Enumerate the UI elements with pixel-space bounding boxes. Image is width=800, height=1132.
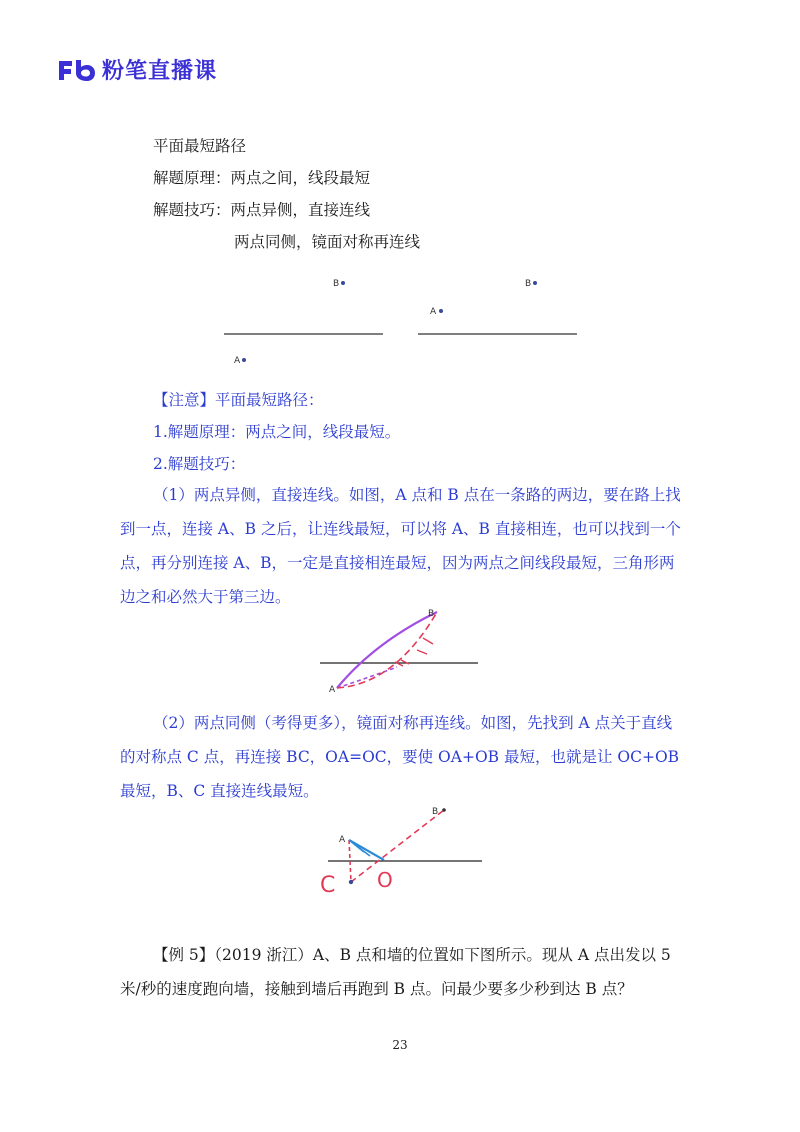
diagram3-point-b — [442, 808, 446, 812]
example-5: 【例 5】（2019 浙江）A、B 点和墙的位置如下图所示。现从 A 点出发以 5 米/秒的速度跑向墙，接触到墙后再跑到 B 点。问最少要多少秒到达 B 点？ — [120, 946, 671, 998]
diagram1-point-b-left — [341, 281, 345, 285]
note-paragraph-1: （1）两点异侧，直接连线。如图，A 点和 B 点在一条路的两边，要在路上找到一点，连接 A、B 之后，让连线最短，可以将 A、B 直接相连，也可以找到一个点，再分别连接 A、B，一定是直接相连最短，因为两点之间线段最短，三角形两边之和必然大于第三边。 — [120, 486, 681, 606]
principle-line: 解题原理：两点之间，线段最短 — [153, 169, 371, 187]
diagram2-label-b: B — [428, 609, 435, 619]
diagram2-label-a: A — [329, 685, 336, 695]
diagram2-direct-path — [337, 612, 437, 688]
diagram-opposite-sides — [315, 602, 485, 697]
diagram3-blue-strokes — [349, 840, 370, 856]
diagram3-label-a: A — [339, 835, 346, 845]
section-title: 平面最短路径 — [153, 137, 247, 155]
diagram3-line-cb — [351, 810, 444, 882]
note-paragraph-2: （2）两点同侧（考得更多），镜面对称再连线。如图，先找到 A 点关于直线的对称点 C 点，再连接 BC，OA=OC，要使 OA+OB 最短，也就是让 OC+OB 最短，B、C 直接连线最短。 — [120, 714, 680, 800]
diagram2-tick-marks — [395, 638, 433, 666]
diagram3-line-ao — [349, 840, 384, 860]
diagram3-point-c — [349, 880, 353, 884]
diagram3-label-o: O — [377, 868, 393, 892]
note-item-1: 1.解题原理：两点之间，线段最短。 — [153, 423, 401, 441]
fenbi-logo-icon — [56, 58, 96, 82]
diagram1-point-a-left — [242, 358, 246, 362]
diagram3-label-c: C — [320, 873, 336, 895]
note-heading: 【注意】平面最短路径： — [153, 391, 324, 409]
note-item-2: 2.解题技巧： — [153, 455, 246, 473]
page-number: 23 — [392, 1038, 408, 1052]
brand-logo — [56, 54, 217, 85]
diagram-opposite-same-side — [215, 268, 595, 368]
diagram1-point-a-right — [439, 309, 443, 313]
diagram2-red-path — [337, 612, 437, 688]
brand-name: 粉笔直播课 — [102, 59, 218, 84]
diagram1-label-a-left: A — [234, 356, 241, 366]
diagram1-point-b-right — [533, 281, 537, 285]
diagram1-label-b-left: B — [333, 279, 340, 289]
diagram-same-side-reflection — [320, 800, 490, 895]
diagram1-label-b-right: B — [525, 279, 532, 289]
technique-line: 解题技巧：两点异侧，直接连线 — [153, 201, 371, 219]
diagram1-label-a-right: A — [430, 307, 437, 317]
technique-cont-line: 两点同侧，镜面对称再连线 — [234, 233, 421, 251]
diagram3-label-b: B — [432, 807, 439, 817]
